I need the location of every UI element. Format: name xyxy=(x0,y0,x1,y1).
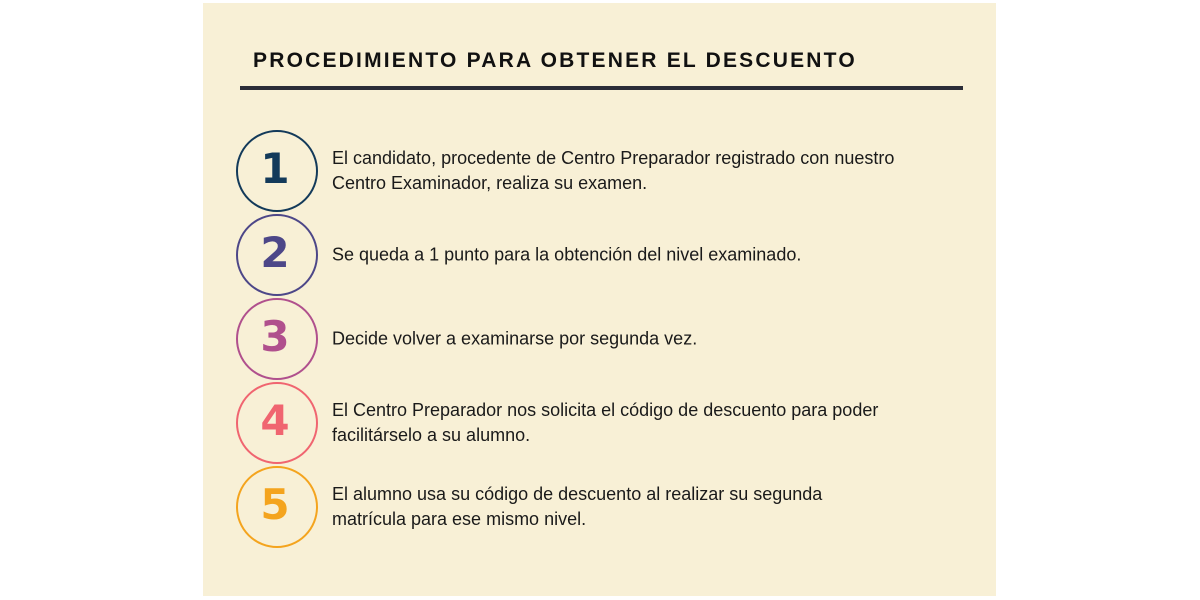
step-2 xyxy=(236,214,976,296)
step-text xyxy=(332,327,972,352)
page-title: PROCEDIMIENTO PARA OBTENER EL DESCUENTO xyxy=(253,49,857,72)
step-number: 5 xyxy=(260,480,290,529)
step-text-line: El Centro Preparador nos solicita el código de descuento para poder xyxy=(332,400,879,420)
step-text xyxy=(332,482,972,532)
step-number: 2 xyxy=(260,228,290,277)
step-text-line: El alumno usa su código de descuento al realizar su segunda xyxy=(332,484,823,504)
step-4 xyxy=(236,382,976,464)
step-1 xyxy=(236,130,976,212)
step-number: 1 xyxy=(260,144,290,193)
step-number: 4 xyxy=(260,396,290,445)
step-text-line: matrícula para ese mismo nivel. xyxy=(332,509,587,529)
step-text xyxy=(332,146,972,196)
step-text-line: Se queda a 1 punto para la obtención del nivel examinado. xyxy=(332,244,802,265)
step-text xyxy=(332,243,972,268)
step-5 xyxy=(236,466,976,548)
step-text xyxy=(332,398,972,448)
title-divider xyxy=(240,86,963,90)
step-number: 3 xyxy=(260,312,290,361)
step-text-line: El candidato, procedente de Centro Preparador registrado con nuestro xyxy=(332,148,895,168)
step-3 xyxy=(236,298,976,380)
step-text-line: Centro Examinador, realiza su examen. xyxy=(332,173,648,193)
procedure-card xyxy=(203,3,996,596)
step-text-line: facilitárselo a su alumno. xyxy=(332,425,531,445)
step-text-line: Decide volver a examinarse por segunda vez. xyxy=(332,328,698,349)
